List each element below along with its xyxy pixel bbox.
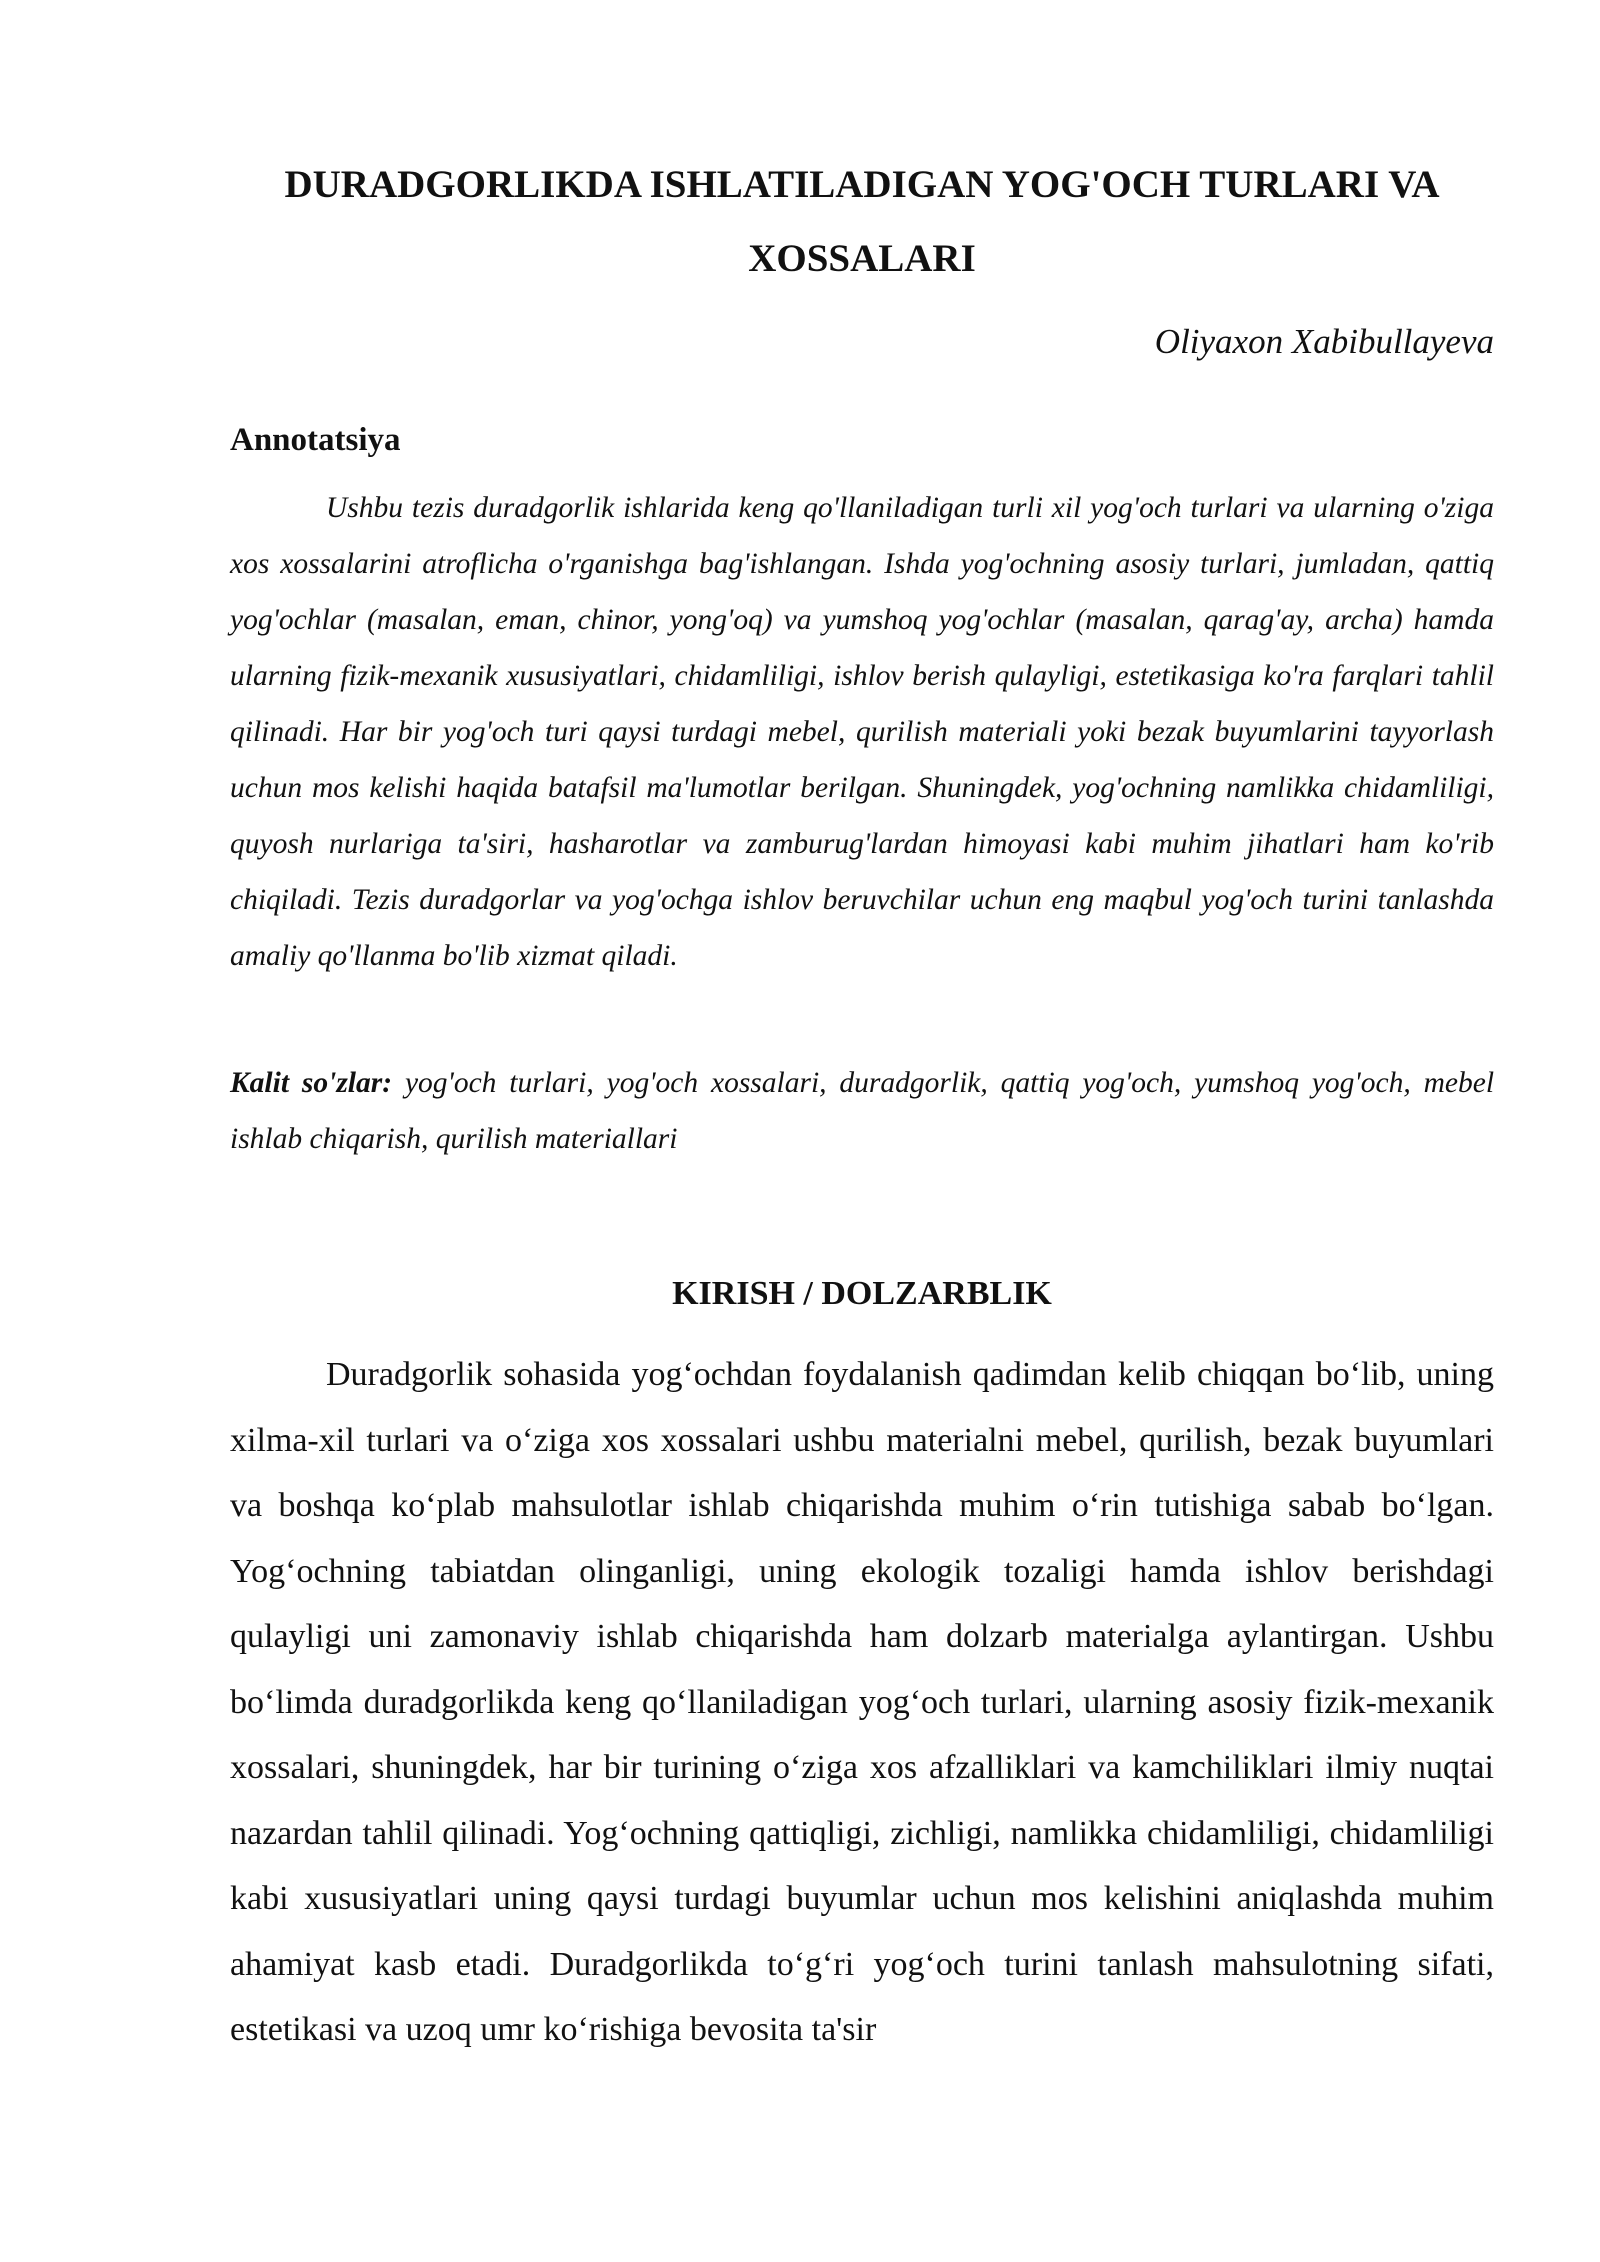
keywords-paragraph [230, 1055, 1494, 1167]
section-heading: KIRISH / DOLZARBLIK [672, 1275, 1052, 1312]
keywords-label: Kalit so'zlar: [230, 1067, 393, 1099]
author-name: Oliyaxon Xabibullayeva [1154, 322, 1494, 361]
section-body-text: Duradgorlik sohasida yog‘ochdan foydalanish qadimdan kelib chiqqan bo‘lib, uning xilma-xil turlari va o‘ziga xos xossalari ushbu materialni mebel, qurilish, bezak buyumlari va boshqa ko‘plab mahsulotlar ishlab chiqarishda muhim o‘rin tutishiga sabab bo‘lgan. Yog‘ochning tabiatdan olinganligi, uning ekologik tozaligi hamda ishlov berishdagi qulayligi uni zamonaviy ishlab chiqarishda ham dolzarb materialga aylantirgan. Ushbu bo‘limda duradgorlikda keng qo‘llaniladigan yog‘och turlari, ularning asosiy fizik-mexanik xossalari, shuningdek, har bir turining o‘ziga xos afzalliklari va kamchiliklari ilmiy nuqtai nazardan tahlil qilinadi. Yog‘ochning qattiqligi, zichligi, namlikka chidamliligi, chidamliligi kabi xususiyatlari uning qaysi turdagi buyumlar uchun mos kelishini aniqlashda muhim ahamiyat kasb etadi. Duradgorlikda to‘g‘ri yog‘och turini tanlash mahsulotning sifati, estetikasi va uzoq umr ko‘rishiga bevosita ta'sir [230, 1356, 1494, 2048]
abstract-heading: Annotatsiya [230, 422, 401, 458]
keywords-text: yog'och turlari, yog'och xossalari, duradgorlik, qattiq yog'och, yumshoq yog'och, mebel ishlab chiqarish, qurilish materiallari [230, 1067, 1495, 1155]
abstract-text: Ushbu tezis duradgorlik ishlarida keng qo'llaniladigan turli xil yog'och turlari va ularning o'ziga xos xossalarini atroflicha o'rganishga bag'ishlangan. Ishda yog'ochning asosiy turlari, jumladan, qattiq yog'ochlar (masalan, eman, chinor, yong'oq) va yumshoq yog'ochlar (masalan, qarag'ay, archa) hamda ularning fizik-mexanik xususiyatlari, chidamliligi, ishlov berish qulayligi, estetikasiga ko'ra farqlari tahlil qilinadi. Har bir yog'och turi qaysi turdagi mebel, qurilish materiali yoki bezak buyumlarini tayyorlash uchun mos kelishi haqida batafsil ma'lumotlar berilgan. Shuningdek, yog'ochning namlikka chidamliligi, quyosh nurlariga ta'siri, hasharotlar va zamburug'lardan himoyasi kabi muhim jihatlari ham ko'rib chiqiladi. Tezis duradgorlar va yog'ochga ishlov beruvchilar uchun eng maqbul yog'och turini tanlashda amaliy qo'llanma bo'lib xizmat qiladi. [230, 492, 1494, 972]
paper-title: DURADGORLIKDA ISHLATILADIGAN YOG'OCH TURLARI VA XOSSALARI [284, 163, 1440, 280]
